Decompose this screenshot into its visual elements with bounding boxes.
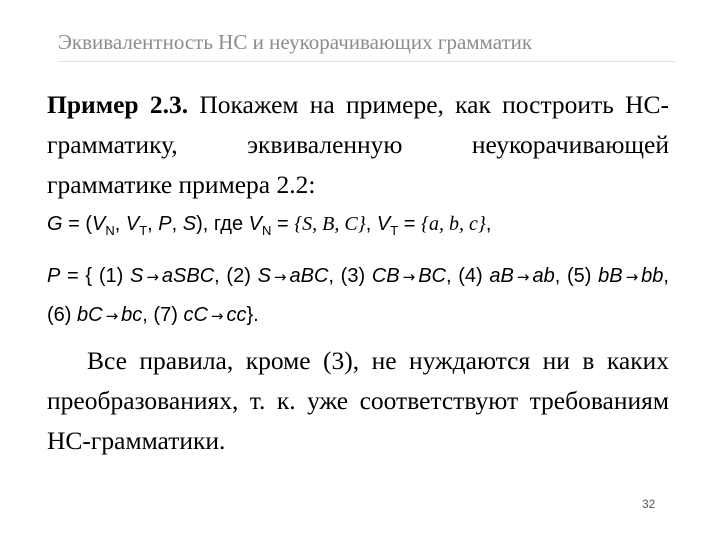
grammar-name: G [47,213,63,235]
rule-lhs: CB [371,265,400,287]
vn-symbol-2: V [248,213,262,235]
vt-set: {a, b, c} [420,213,486,235]
grammar-definition: $G = (V_N$, $V_T$, P, S), где $V_N = \{S$, B, C}, $V_T = \{a$, b, c}, [47,213,492,238]
rule-rhs: aSBC [161,265,215,287]
rule-number: (2) [226,265,251,287]
slide-header: Эквивалентность НС и неукорачивающих грамматик [58,30,533,54]
rule-arrow: → [516,268,530,286]
rule-lhs: cC [183,304,208,326]
rule-rhs: bb [641,265,664,287]
example-paragraph [47,85,669,205]
rule-arrow: → [105,307,119,325]
rule-arrow: → [625,268,639,286]
rule-rhs: cc [226,304,247,326]
rule-number: (4) [458,265,483,287]
vn-set: {S, B, C} [294,213,366,235]
vn-subscript: N [105,223,115,238]
rule-arrow: → [402,268,416,286]
rules-p-symbol: P [47,265,61,287]
rule-arrow: → [210,307,224,325]
rule-lhs: bB [598,265,623,287]
note-paragraph [47,341,669,461]
rule-arrow: → [273,268,287,286]
vn-symbol: V [92,213,106,235]
vn-subscript-2: N [262,223,272,238]
vt-symbol-2: V [376,213,391,235]
s-symbol: S [182,213,197,235]
rule-number: (3) [340,265,366,287]
vt-symbol: V [125,213,140,235]
rule-lhs: bC [77,304,103,326]
rule-number: (5) [566,265,592,287]
rule-number: (1) [98,265,124,287]
rule-number: (7) [153,304,178,326]
vt-subscript: T [139,223,148,238]
vt-subscript-2: T [390,223,399,238]
rule-rhs: aBC [289,265,329,287]
example-text: Покажем на примере, как построить НС-грамматику, эквиваленную неукорачивающей грамматике примера 2.2: [47,90,670,199]
rules-list: P = { (1) S → aSBC, (2) S → aBC, (3) CB → BC, (4) aB → ab, (5) bB → bb, (6) bC → bc, (7) cC → cc}. [47,265,669,326]
rule-number: (6) [47,304,72,326]
example-label: Пример 2.3. [47,90,189,119]
rule-lhs: S [257,265,271,287]
rule-rhs: BC [418,265,446,287]
rule-lhs: S [129,265,144,287]
rule-arrow: → [146,268,159,286]
rule-rhs: ab [532,265,555,287]
rule-rhs: bc [121,304,143,326]
rule-lhs: aB [489,265,514,287]
where-word: где [213,213,244,235]
p-symbol: P [158,213,172,235]
page-number: 32 [642,497,656,511]
note-text: Все правила, кроме (3), не нуждаются ни в каких преобразованиях, т. к. уже соответствуют требованиям НС-грамматики. [47,346,669,455]
header-divider [58,61,676,62]
